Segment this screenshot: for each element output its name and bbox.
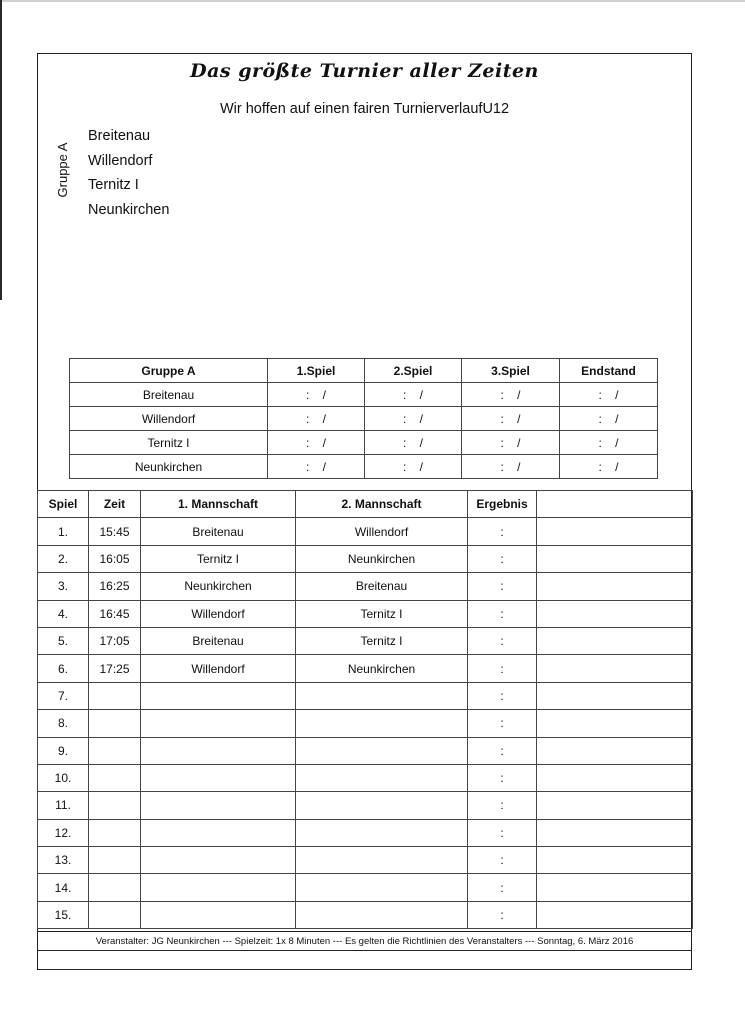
group-team-cell: Breitenau [70,383,268,407]
result-cell[interactable]: : [468,573,537,600]
time-cell: 17:25 [89,655,141,682]
score-cell[interactable]: : / [560,407,658,431]
group-table-row [70,407,658,431]
team2-cell: Neunkirchen [296,655,468,682]
page-subtitle: Wir hoffen auf einen fairen TurnierverlaufU12 [219,101,510,117]
group-label: Gruppe A [55,142,70,198]
team1-cell [141,682,296,709]
header-time: Zeit [89,491,141,518]
team1-cell [141,737,296,764]
score-cell[interactable]: : / [365,383,462,407]
game-no-cell: 15. [38,901,89,928]
team1-cell [141,764,296,791]
notes-cell[interactable] [537,627,693,654]
team-list-item: Ternitz I [88,177,139,193]
team1-cell: Breitenau [141,518,296,545]
notes-cell[interactable] [537,847,693,874]
result-cell[interactable]: : [468,874,537,901]
schedule-header-row [38,491,693,518]
team2-cell [296,737,468,764]
result-cell[interactable]: : [468,710,537,737]
time-cell [89,901,141,928]
time-cell [89,874,141,901]
group-table-header-row [70,359,658,383]
team2-cell: Ternitz I [296,600,468,627]
schedule-row [38,682,693,709]
result-cell[interactable]: : [468,600,537,627]
team2-cell [296,819,468,846]
team1-cell: Ternitz I [141,545,296,572]
team2-cell: Neunkirchen [296,545,468,572]
group-team-list [88,124,169,222]
time-cell [89,819,141,846]
time-cell [89,792,141,819]
header-group: Gruppe A [70,359,268,383]
score-cell[interactable]: : / [365,407,462,431]
game-no-cell: 1. [38,518,89,545]
result-cell[interactable]: : [468,819,537,846]
time-cell: 17:05 [89,627,141,654]
team1-cell [141,792,296,819]
score-cell[interactable]: : / [560,431,658,455]
team2-cell [296,874,468,901]
score-cell[interactable]: : / [365,431,462,455]
notes-cell[interactable] [537,901,693,928]
header-final: Endstand [560,359,658,383]
notes-cell[interactable] [537,600,693,627]
page-title: Das größte Turnier aller Zeiten [190,60,539,82]
schedule-row [38,901,693,928]
notes-cell[interactable] [537,792,693,819]
notes-cell[interactable] [537,573,693,600]
time-cell [89,710,141,737]
team2-cell [296,682,468,709]
score-cell[interactable]: : / [462,383,560,407]
notes-cell[interactable] [537,819,693,846]
game-no-cell: 4. [38,600,89,627]
team1-cell: Willendorf [141,600,296,627]
time-cell: 15:45 [89,518,141,545]
header-team1: 1. Mannschaft [141,491,296,518]
group-table-row [70,383,658,407]
result-cell[interactable]: : [468,682,537,709]
team2-cell [296,901,468,928]
group-table-row [70,455,658,479]
schedule-row [38,655,693,682]
score-cell[interactable]: : / [462,455,560,479]
header-game1: 1.Spiel [268,359,365,383]
team1-cell: Neunkirchen [141,573,296,600]
team1-cell [141,819,296,846]
group-team-cell: Neunkirchen [70,455,268,479]
notes-cell[interactable] [537,710,693,737]
notes-cell[interactable] [537,518,693,545]
time-cell [89,764,141,791]
game-no-cell: 12. [38,819,89,846]
schedule-row [38,764,693,791]
time-cell: 16:45 [89,600,141,627]
schedule-row [38,627,693,654]
result-cell[interactable]: : [468,655,537,682]
group-table-row [70,431,658,455]
team2-cell: Willendorf [296,518,468,545]
result-cell[interactable]: : [468,518,537,545]
schedule-row [38,545,693,572]
result-cell[interactable]: : [468,627,537,654]
notes-cell[interactable] [537,545,693,572]
time-cell [89,682,141,709]
notes-cell[interactable] [537,874,693,901]
game-no-cell: 3. [38,573,89,600]
schedule-row [38,847,693,874]
result-cell[interactable]: : [468,901,537,928]
score-cell[interactable]: : / [268,407,365,431]
time-cell: 16:05 [89,545,141,572]
game-no-cell: 7. [38,682,89,709]
schedule-row [38,600,693,627]
team1-cell: Breitenau [141,627,296,654]
schedule-row [38,518,693,545]
score-cell[interactable]: : / [560,383,658,407]
score-cell[interactable]: : / [268,383,365,407]
schedule-row [38,874,693,901]
team2-cell [296,792,468,819]
time-cell: 16:25 [89,573,141,600]
score-cell[interactable]: : / [560,455,658,479]
header-notes [537,491,693,518]
team-list-item: Willendorf [88,152,153,169]
footer-note: Veranstalter: JG Neunkirchen --- Spielzeit: 1x 8 Minuten --- Es gelten die Richtlinien des Veranstalters --- Sonntag, 6. März 2016 [37,931,692,951]
score-cell[interactable]: : / [365,455,462,479]
score-cell[interactable]: : / [268,455,365,479]
notes-cell[interactable] [537,737,693,764]
team1-cell [141,901,296,928]
schedule-row [38,573,693,600]
team1-cell [141,874,296,901]
team-list-item: Breitenau [88,128,151,144]
team2-cell [296,764,468,791]
notes-cell[interactable] [537,655,693,682]
header-game3: 3.Spiel [462,359,560,383]
scan-edge-left [0,0,2,300]
team1-cell [141,710,296,737]
game-no-cell: 9. [38,737,89,764]
team-list-item: Neunkirchen [88,201,170,218]
result-cell[interactable]: : [468,545,537,572]
game-no-cell: 10. [38,764,89,791]
game-no-cell: 11. [38,792,89,819]
team2-cell: Ternitz I [296,627,468,654]
team2-cell [296,710,468,737]
result-cell[interactable]: : [468,792,537,819]
schedule-row [38,710,693,737]
notes-cell[interactable] [537,682,693,709]
team1-cell: Willendorf [141,655,296,682]
score-cell[interactable]: : / [462,407,560,431]
group-team-cell: Willendorf [70,407,268,431]
group-team-cell: Ternitz I [70,431,268,455]
game-no-cell: 8. [38,710,89,737]
team2-cell [296,847,468,874]
score-cell[interactable]: : / [462,431,560,455]
score-cell[interactable]: : / [268,431,365,455]
game-no-cell: 14. [38,874,89,901]
schedule-row [38,819,693,846]
match-schedule-table [37,490,693,929]
result-cell[interactable]: : [468,847,537,874]
result-cell[interactable]: : [468,737,537,764]
schedule-row [38,737,693,764]
team2-cell: Breitenau [296,573,468,600]
time-cell [89,847,141,874]
team1-cell [141,847,296,874]
header-game2: 2.Spiel [365,359,462,383]
header-game-no: Spiel [38,491,89,518]
game-no-cell: 2. [38,545,89,572]
result-cell[interactable]: : [468,764,537,791]
notes-cell[interactable] [537,764,693,791]
group-standings-table [69,358,658,479]
schedule-row [38,792,693,819]
header-result: Ergebnis [468,491,537,518]
game-no-cell: 5. [38,627,89,654]
time-cell [89,737,141,764]
game-no-cell: 6. [38,655,89,682]
game-no-cell: 13. [38,847,89,874]
header-team2: 2. Mannschaft [296,491,468,518]
scan-edge-top [0,0,745,2]
